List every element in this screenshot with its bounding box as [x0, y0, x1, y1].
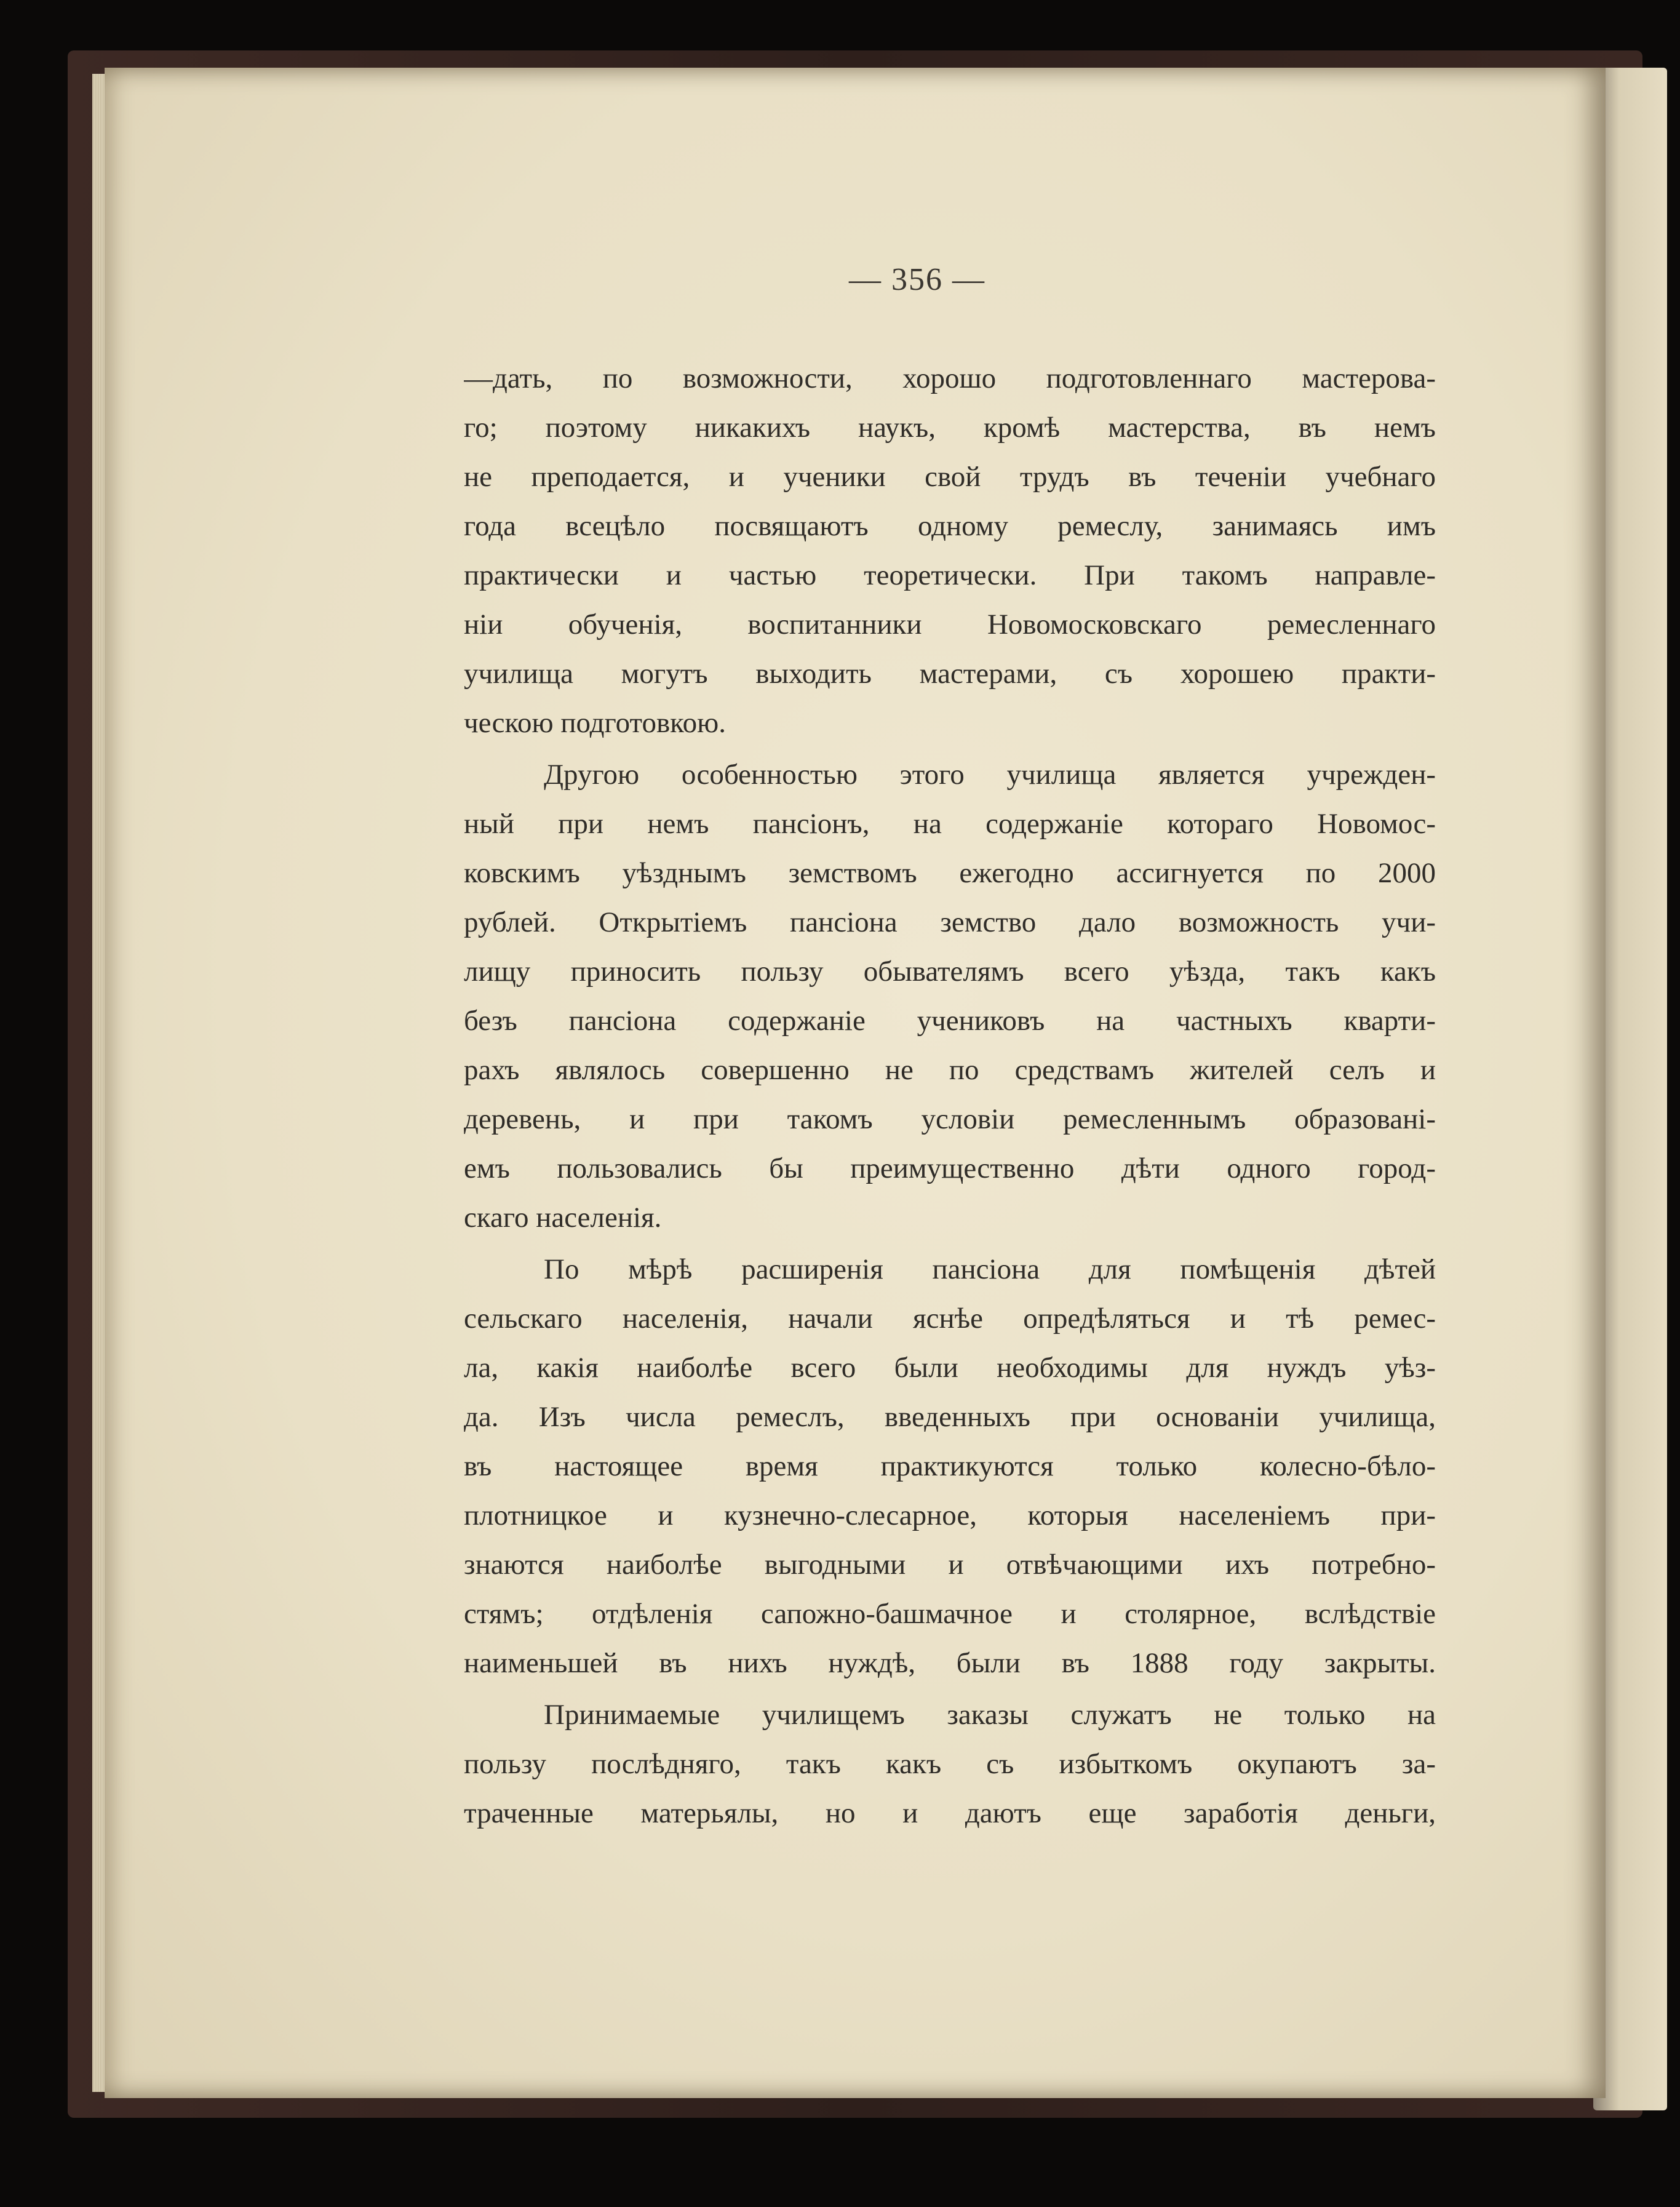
- text-line: рахъ являлось совершенно не по средствамъ жителей селъ и: [464, 1054, 1436, 1086]
- text-line: ла, какія наиболѣе всего были необходимы для нуждъ уѣз-: [464, 1352, 1436, 1384]
- text-line: деревень, и при такомъ условіи ремесленнымъ образовані-: [464, 1103, 1436, 1135]
- text-line: ный при немъ пансіонъ, на содержаніе котораго Новомос-: [464, 808, 1436, 840]
- page-text: [464, 354, 1436, 1838]
- paragraph: [464, 750, 1436, 1242]
- text-line: Принимаемые училищемъ заказы служатъ не только на: [544, 1699, 1436, 1731]
- text-line: траченные матерьялы, но и даютъ еще заработія деньги,: [464, 1797, 1436, 1829]
- text-line: да. Изъ числа ремеслъ, введенныхъ при основаніи училища,: [464, 1401, 1436, 1433]
- text-line: По мѣрѣ расширенія пансіона для помѣщенія дѣтей: [544, 1253, 1436, 1285]
- text-line: стямъ; отдѣленія сапожно-башмачное и столярное, вслѣдствіе: [464, 1598, 1436, 1630]
- text-line: въ настоящее время практикуются только колесно-бѣло-: [464, 1450, 1436, 1482]
- text-line: ковскимъ уѣзднымъ земствомъ ежегодно ассигнуется по 2000: [464, 857, 1436, 889]
- text-line: не преподается, и ученики свой трудъ въ теченіи учебнаго: [464, 461, 1436, 493]
- text-line: —дать, по возможности, хорошо подготовленнаго мастерова-: [464, 362, 1436, 394]
- paragraph: [464, 354, 1436, 748]
- text-line: пользу послѣдняго, такъ какъ съ избыткомъ окупаютъ за-: [464, 1748, 1436, 1780]
- text-line: практически и частью теоретически. При такомъ направле-: [464, 559, 1436, 591]
- text-line: Другою особенностью этого училища является учрежден-: [544, 759, 1436, 791]
- text-line: училища могутъ выходить мастерами, съ хорошею практи-: [464, 658, 1436, 690]
- text-line: ніи обученія, воспитанники Новомосковскаго ремесленнаго: [464, 609, 1436, 641]
- page-number: — 356 —: [849, 262, 985, 297]
- text-line: сельскаго населенія, начали яснѣе опредѣляться и тѣ ремес-: [464, 1303, 1436, 1335]
- text-line: наименьшей въ нихъ нуждѣ, были въ 1888 году закрыты.: [464, 1647, 1436, 1679]
- text-line: безъ пансіона содержаніе учениковъ на частныхъ кварти-: [464, 1005, 1436, 1037]
- text-line: рублей. Открытіемъ пансіона земство дало возможность учи-: [464, 906, 1436, 938]
- text-line: скаго населенія.: [464, 1202, 662, 1234]
- text-line: плотницкое и кузнечно-слесарное, которыя населеніемъ при-: [464, 1499, 1436, 1531]
- text-line: ческою подготовкою.: [464, 707, 726, 739]
- text-line: емъ пользовались бы преимущественно дѣти одного город-: [464, 1152, 1436, 1184]
- paragraph: [464, 1690, 1436, 1838]
- text-line: го; поэтому никакихъ наукъ, кромѣ мастерства, въ немъ: [464, 412, 1436, 444]
- text-line: знаются наиболѣе выгодными и отвѣчающими ихъ потребно-: [464, 1549, 1436, 1581]
- text-line: года всецѣло посвящаютъ одному ремеслу, занимаясь имъ: [464, 510, 1436, 542]
- text-line: лищу приносить пользу обывателямъ всего уѣзда, такъ какъ: [464, 956, 1436, 988]
- paragraph: [464, 1245, 1436, 1688]
